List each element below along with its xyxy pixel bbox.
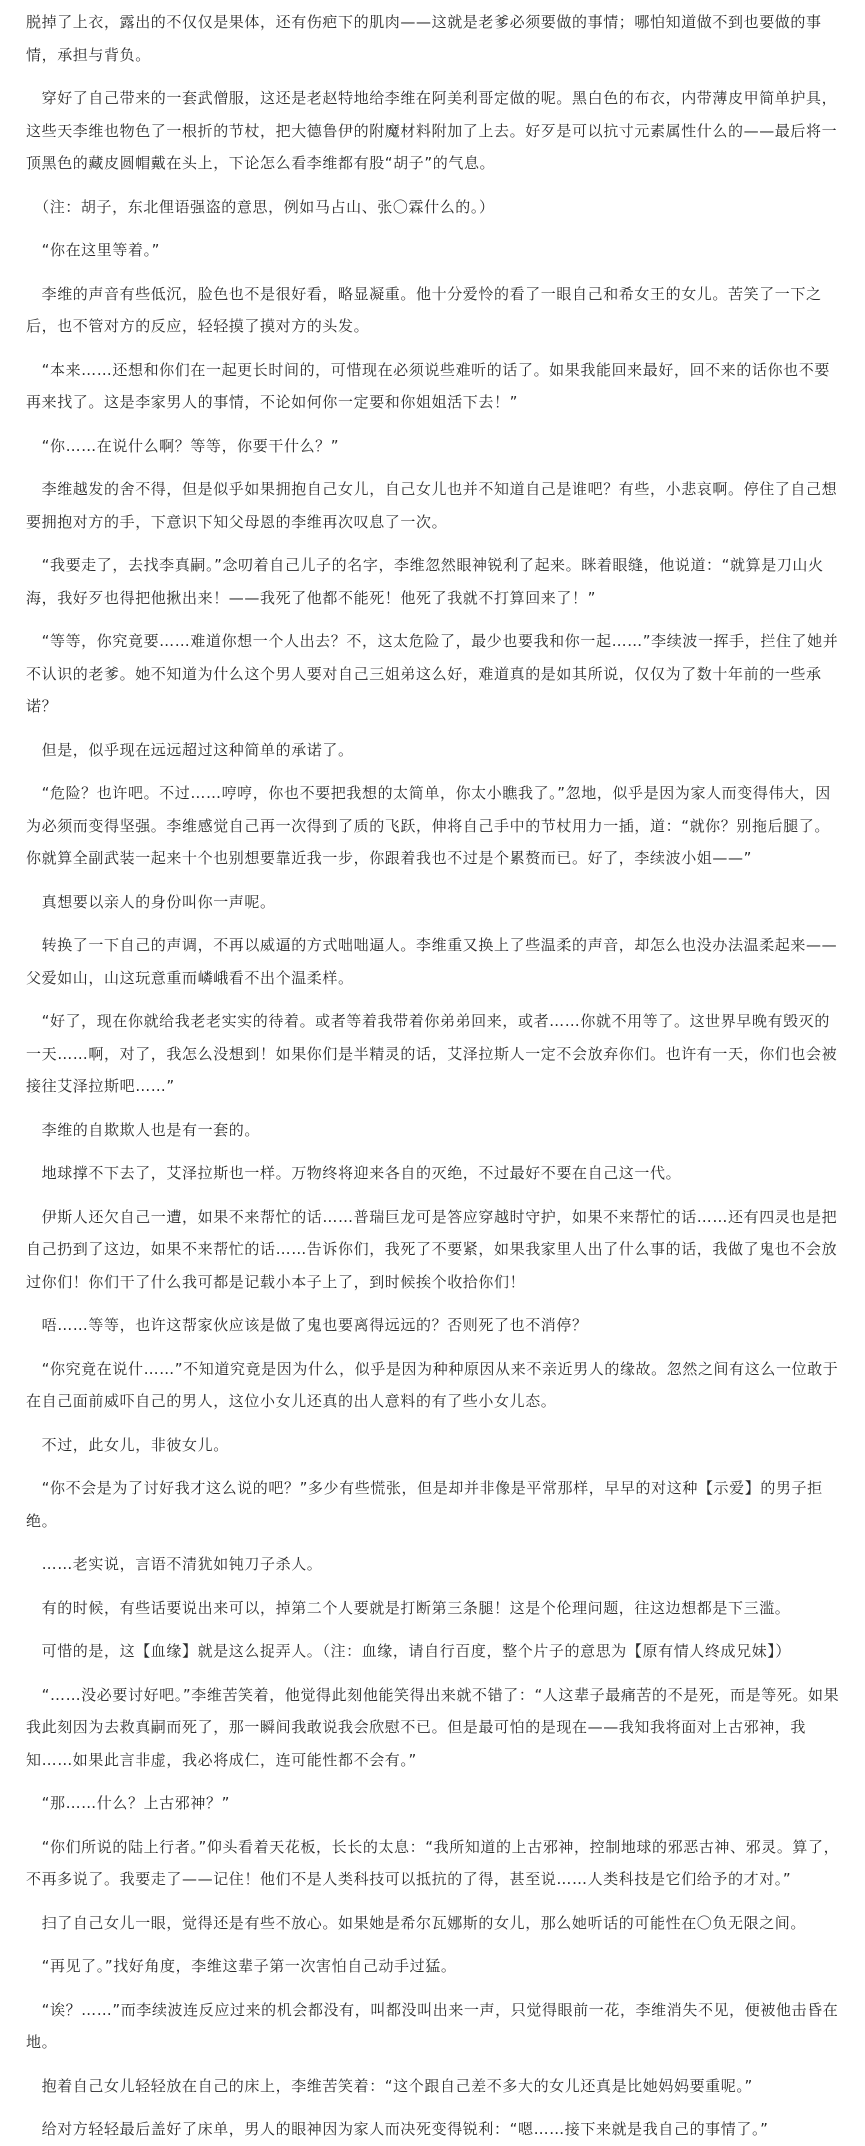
paragraph: “诶？……”而李续波连反应过来的机会都没有，叫都没叫出来一声，只觉得眼前一花，李维消失不见，便被他击昏在地。 bbox=[26, 2000, 839, 2051]
paragraph: 真想要以亲人的身份叫你一声呢。 bbox=[26, 892, 276, 911]
paragraph: 抱着自己女儿轻轻放在自己的床上，李维苦笑着：“这个跟自己差不多大的女儿还真是比她妈妈要重呢。” bbox=[26, 2076, 753, 2095]
paragraph: 李维的自欺欺人也是有一套的。 bbox=[26, 1120, 261, 1139]
paragraph: 地球撑不下去了，艾泽拉斯也一样。万物终将迎来各自的灭绝，不过最好不要在自己这一代。 bbox=[26, 1164, 682, 1182]
paragraph: 给对方轻轻最后盖好了床单，男人的眼神因为家人而决死变得锐利：“嗯……接下来就是我自己的事情了。” bbox=[26, 2120, 769, 2138]
paragraph: 有的时候，有些话要说出来可以，掉第二个人要就是打断第三条腿！这是个伦理问题，往这边想都是下三滥。 bbox=[26, 1598, 791, 1617]
paragraph: “你究竟在说什……”不知道究竟是因为什么，似乎是因为种种原因从来不亲近男人的缘故。忽然之间有这么一位敢于在自己面前威吓自己的男人，这位小女儿还真的出人意料的有了些小女儿态。 bbox=[26, 1359, 839, 1410]
paragraph: “你……在说什么啊？等等，你要干什么？” bbox=[26, 436, 340, 455]
paragraph: 扫了自己女儿一眼，觉得还是有些不放心。如果她是希尔瓦娜斯的女儿，那么她听话的可能性在〇负无限之间。 bbox=[26, 1913, 807, 1932]
paragraph: “等等，你究竟要……难道你想一个人出去？不，这太危险了，最少也要我和你一起……”李续波一挥手，拦住了她并不认识的老爹。她不知道为什么这个男人要对自己三姐弟这么好，难道真的是如其所说，仅仅为了数十年前的一些承诺？ bbox=[26, 632, 839, 715]
paragraph: 李维的声音有些低沉，脸色也不是很好看，略显凝重。他十分爱怜的看了一眼自己和希女王的女儿。苦笑了一下之后，也不管对方的反应，轻轻摸了摸对方的头发。 bbox=[26, 284, 822, 335]
paragraph: 伊斯人还欠自己一遭，如果不来帮忙的话……普瑞巨龙可是答应穿越时守护，如果不来帮忙的话……还有四灵也是把自己扔到了这边，如果不来帮忙的话……告诉你们，我死了不要紧，如果我家里人出了什么事的话，我做了鬼也不会放过你们！你们干了什么我可都是记载小本子上了，到时候挨个收拾你们！ bbox=[26, 1207, 838, 1291]
paragraph: 穿好了自己带来的一套武僧服，这还是老赵特地给李维在阿美利哥定做的呢。黑白色的布衣，内带薄皮甲简单护具，这些天李维也物色了一根折的节杖，把大德鲁伊的附魔材料附加了上去。好歹是可以抗寸元素属性什么的——最后将一顶黑色的藏皮圆帽戴在头上，下论怎么看李维都有股“胡子”的气息。 bbox=[26, 89, 838, 172]
paragraph: 李维越发的舍不得，但是似乎如果拥抱自己女儿，自己女儿也并不知道自己是谁吧？有些，小悲哀啊。停住了自己想要拥抱对方的手，下意识下知父母恩的李维再次叹息了一次。 bbox=[26, 480, 838, 531]
paragraph: “你们所说的陆上行者。”仰头看着天花板，长长的太息：“我所知道的上古邪神，控制地球的邪恶古神、邪灵。算了，不再多说了。我要走了——记住！他们不是人类科技可以抵抗的了得，甚至说……人类科技是它们给予的才对。” bbox=[26, 1837, 840, 1888]
paragraph: “我要走了，去找李真嗣。”念叨着自己儿子的名字，李维忽然眼神锐利了起来。眯着眼缝，他说道：“就算是刀山火海，我好歹也得把他揪出来！——我死了他都不能死！他死了我就不打算回来了！” bbox=[26, 556, 824, 607]
paragraph: 唔……等等，也许这帮家伙应该是做了鬼也要离得远远的？否则死了也不消停？ bbox=[26, 1316, 588, 1334]
paragraph: （注：胡子，东北俚语强盗的意思，例如马占山、张〇霖什么的。） bbox=[26, 197, 495, 216]
paragraph: 脱掉了上衣，露出的不仅仅是果体，还有伤疤下的肌肉——这就是老爹必须要做的事情；哪怕知道做不到也要做的事情，承担与背负。 bbox=[26, 13, 822, 64]
paragraph: “那……什么？上古邪神？” bbox=[26, 1794, 230, 1812]
paragraph: 转换了一下自己的声调，不再以威逼的方式咄咄逼人。李维重又换上了些温柔的声音，却怎么也没办法温柔起来——父爱如山，山这玩意重而嶙峨看不出个温柔样。 bbox=[26, 936, 838, 987]
paragraph: “再见了。”找好角度，李维这辈子第一次害怕自己动手过猛。 bbox=[26, 1957, 457, 1975]
paragraph: “本来……还想和你们在一起更长时间的，可惜现在必须说些难听的话了。如果我能回来最好，回不来的话你也不要再来找了。这是李家男人的事情，不论如何你一定要和你姐姐活下去！” bbox=[26, 360, 830, 411]
paragraph: “你在这里等着。” bbox=[26, 241, 161, 259]
paragraph: 可惜的是，这【血缘】就是这么捉弄人。（注：血缘，请自行百度，整个片子的意思为【原有情人终成兄妹】） bbox=[26, 1642, 792, 1660]
paragraph: “危险？也许吧。不过……哼哼，你也不要把我想的太简单，你太小瞧我了。”忽地，似乎是因为家人而变得伟大，因为必须而变得坚强。李维感觉自己再一次得到了质的飞跃，伸将自己手中的节杖用力一插，道：“就你？别拖后腿了。你就算全副武装一起来十个也别想要靠近我一步，你跟着我也不过是个累赘而已。好了，李续波小姐——” bbox=[26, 784, 831, 867]
article-body bbox=[26, 0, 844, 2146]
paragraph: “你不会是为了讨好我才这么说的吧？”多少有些慌张，但是却并非像是平常那样，早早的对这种【示爱】的男子拒绝。 bbox=[26, 1479, 823, 1530]
paragraph: “……没必要讨好吧。”李维苦笑着，他觉得此刻他能笑得出来就不错了：“人这辈子最痛苦的不是死，而是等死。如果我此刻因为去救真嗣而死了，那一瞬间我敢说我会欣慰不已。但是最可怕的是现在——我知我将面对上古邪神，我知……如果此言非虚，我必将成仁，连可能性都不会有。” bbox=[26, 1685, 840, 1769]
paragraph: ……老实说，言语不清犹如钝刀子杀人。 bbox=[26, 1555, 323, 1573]
paragraph: 但是，似乎现在远远超过这种简单的承诺了。 bbox=[26, 740, 354, 759]
paragraph: “好了，现在你就给我老老实实的待着。或者等着我带着你弟弟回来，或者……你就不用等了。这世界早晚有毁灭的一天……啊，对了，我怎么没想到！如果你们是半精灵的话，艾泽拉斯人一定不会放弃你们。也许有一天，你们也会被接往艾泽拉斯吧……” bbox=[26, 1012, 838, 1095]
paragraph: 不过，此女儿，非彼女儿。 bbox=[26, 1435, 229, 1454]
